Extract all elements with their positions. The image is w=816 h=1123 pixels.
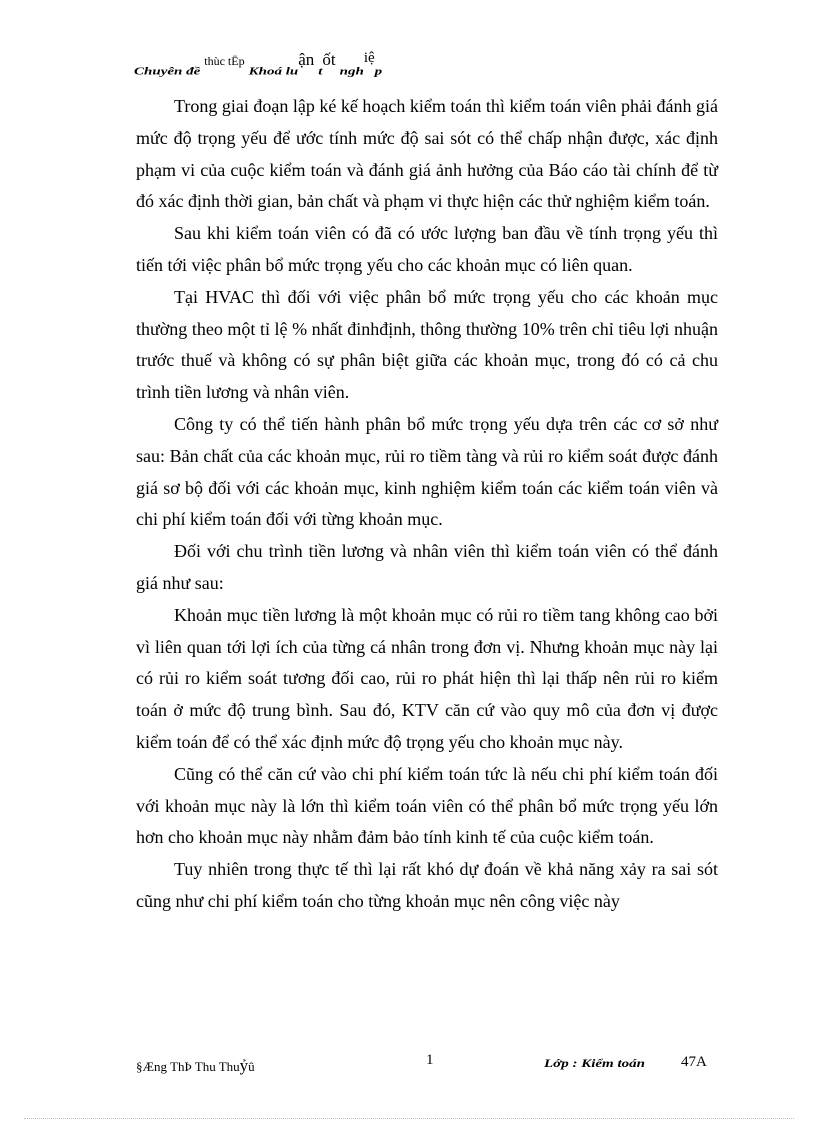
page-header	[134, 50, 694, 80]
page-footer	[136, 1052, 720, 1082]
document-body	[136, 91, 718, 918]
footer-class-label: Lớp : Kiểm toán	[544, 1058, 645, 1070]
paragraph-3: Tại HVAC thì đối với việc phân bổ mức trọng yếu cho các khoản mục thường theo một tỉ lệ % nhất đinhđịnh, thông thường 10% trên chỉ tiêu lợi nhuận trước thuế và không có sự phân biệt giữa các khoản mục, trong đó có cả chu trình tiền lương và nhân viên.	[136, 286, 718, 403]
header-text-8: iệ	[363, 50, 375, 66]
footer-author-b: ỷ	[239, 1056, 249, 1075]
page-bottom-divider	[24, 1118, 794, 1119]
paragraph-8: Tuy nhiên trong thực tế thì lại rất khó dự đoán về khả năng xảy ra sai sót cũng như chi phí kiểm toán cho từng khoản mục nên công việc này	[136, 859, 718, 911]
footer-author-c: û	[248, 1059, 255, 1074]
paragraph-2: Sau khi kiểm toán viên có đã có ước lượng ban đầu về tính trọng yếu thì tiến tới việc phân bổ mức trọng yếu cho các khoản mục có liên quan.	[136, 223, 718, 275]
paragraph-5: Đối với chu trình tiền lương và nhân viên thì kiểm toán viên có thể đánh giá như sau:	[136, 541, 718, 593]
footer-author-a: §Æng ThÞ Thu Thu	[136, 1059, 240, 1074]
paragraph-7: Cũng có thể căn cứ vào chi phí kiểm toán tức là nếu chi phí kiểm toán đối với khoản mục này là lớn thì kiểm toán viên có thể phân bổ mức trọng yếu lớn hơn cho khoản mục này nhằm đảm bảo tính kinh tế của cuộc kiểm toán.	[136, 763, 718, 848]
header-text-5: t	[318, 65, 323, 78]
footer-author	[136, 1056, 255, 1076]
header-text-1: Chuyên đề	[134, 65, 201, 78]
header-text-4: ận	[298, 50, 315, 69]
page-number: 1	[426, 1052, 434, 1068]
header-text-9: p	[374, 65, 383, 78]
header-text-2: thùc tËp	[204, 54, 245, 68]
paragraph-1: Trong giai đoạn lập ké kế hoạch kiểm toán thì kiểm toán viên phải đánh giá mức độ trọng yếu để ước tính mức độ sai sót có thể chấp nhận được, xác định phạm vi của cuộc kiểm toán và đánh giá ảnh hưởng của Báo cáo tài chính để từ đó xác định thời gian, bản chất và phạm vi thực hiện các thử nghiệm kiểm toán.	[136, 96, 718, 212]
header-text-7: ngh	[339, 65, 364, 78]
paragraph-6: Khoản mục tiền lương là một khoản mục có rủi ro tiềm tang không cao bởi vì liên quan tới lợi ích của từng cá nhân trong đơn vị. Nhưng khoản mục này lại có rủi ro kiểm soát tương đối cao, rủi ro phát hiện thì lại thấp nên rủi ro kiểm toán ở mức độ trung bình. Sau đó, KTV căn cứ vào quy mô của đơn vị được kiểm toán để có thể xác định mức độ trọng yếu cho khoản mục này.	[136, 604, 718, 752]
header-text-3: Khoá lu	[248, 65, 299, 78]
paragraph-4: Công ty có thể tiến hành phân bổ mức trọng yếu dựa trên các cơ sở như sau: Bản chất của các khoản mục, rủi ro tiềm tàng và rủi ro kiểm soát được đánh giá sơ bộ đối với các khoản mục, kinh nghiệm kiểm toán các kiểm toán viên và chi phí kiểm toán đối với từng khoản mục.	[136, 413, 718, 530]
header-text-6: ốt	[322, 50, 336, 69]
footer-class-number: 47A	[681, 1054, 707, 1070]
